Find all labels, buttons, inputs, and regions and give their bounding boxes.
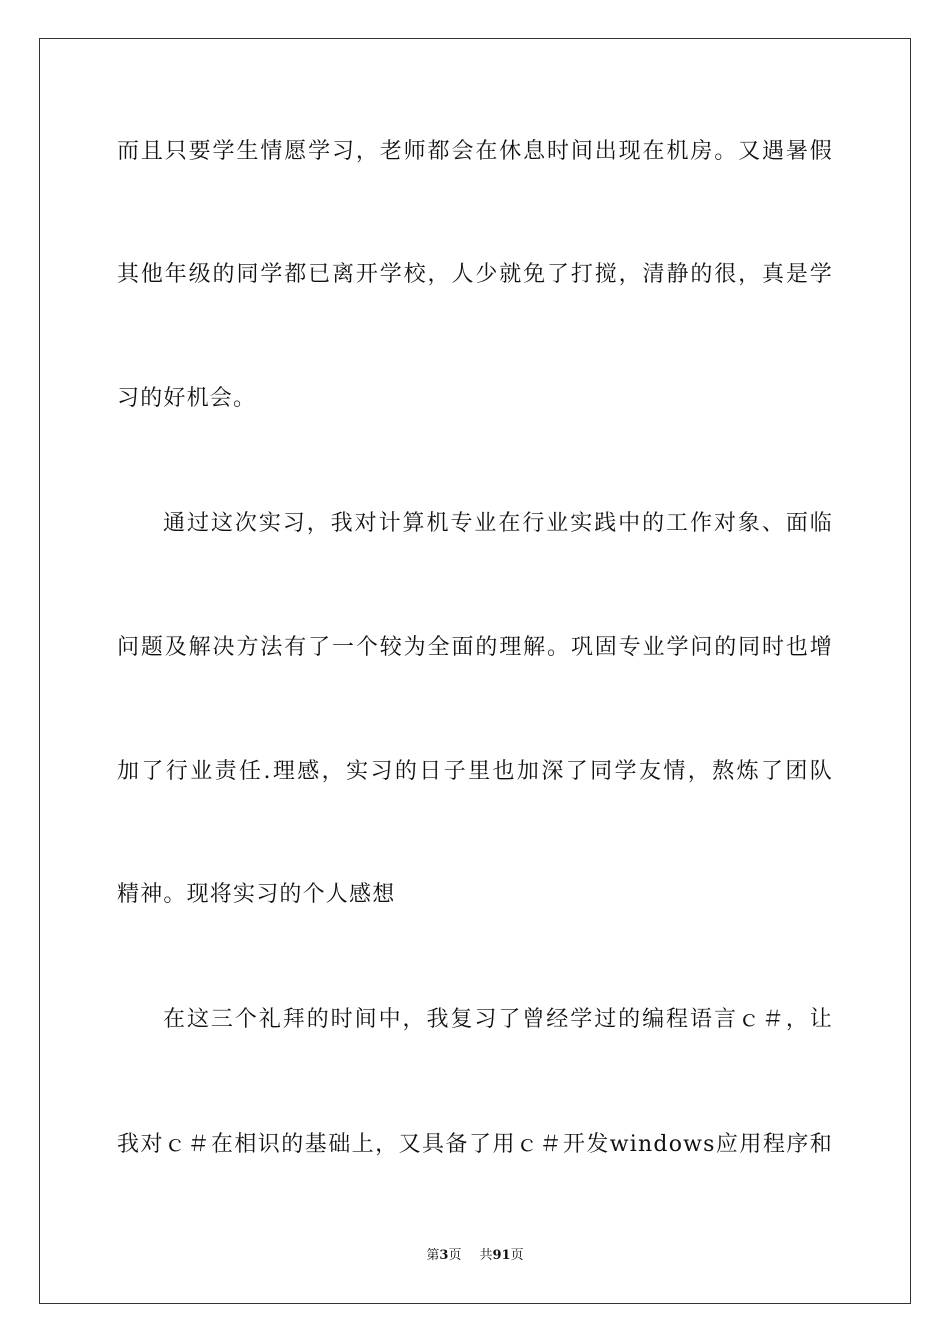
text-line-7: 精神。现将实习的个人感想 — [117, 882, 396, 907]
text-line-6: 加了行业责任.理感，实习的日子里也加深了同学友情，熬炼了团队 — [117, 759, 833, 784]
total-pages: 91 — [492, 1248, 511, 1263]
total-prefix: 共 — [479, 1248, 493, 1263]
page-footer — [0, 1247, 950, 1265]
page-suffix: 页 — [448, 1248, 462, 1263]
page-prefix: 第 — [426, 1248, 440, 1263]
text-line-5: 问题及解决方法有了一个较为全面的理解。巩固专业学问的同时也增 — [117, 635, 833, 660]
text-line-3: 习的好机会。 — [117, 386, 257, 411]
page-number: 3 — [439, 1248, 449, 1263]
text-line-9: 我对ｃ＃在相识的基础上，又具备了用ｃ＃开发windows应用程序和 — [117, 1132, 833, 1157]
text-line-1: 而且只要学生情愿学习，老师都会在休息时间出现在机房。又遇暑假 — [117, 139, 833, 164]
total-suffix: 页 — [510, 1248, 524, 1263]
text-line-4: 通过这次实习，我对计算机专业在行业实践中的工作对象、面临 — [163, 511, 833, 536]
page-border — [39, 38, 911, 1304]
text-line-2: 其他年级的同学都已离开学校，人少就免了打搅，清静的很，真是学 — [117, 262, 833, 287]
text-line-8: 在这三个礼拜的时间中，我复习了曾经学过的编程语言ｃ＃，让 — [163, 1007, 833, 1032]
